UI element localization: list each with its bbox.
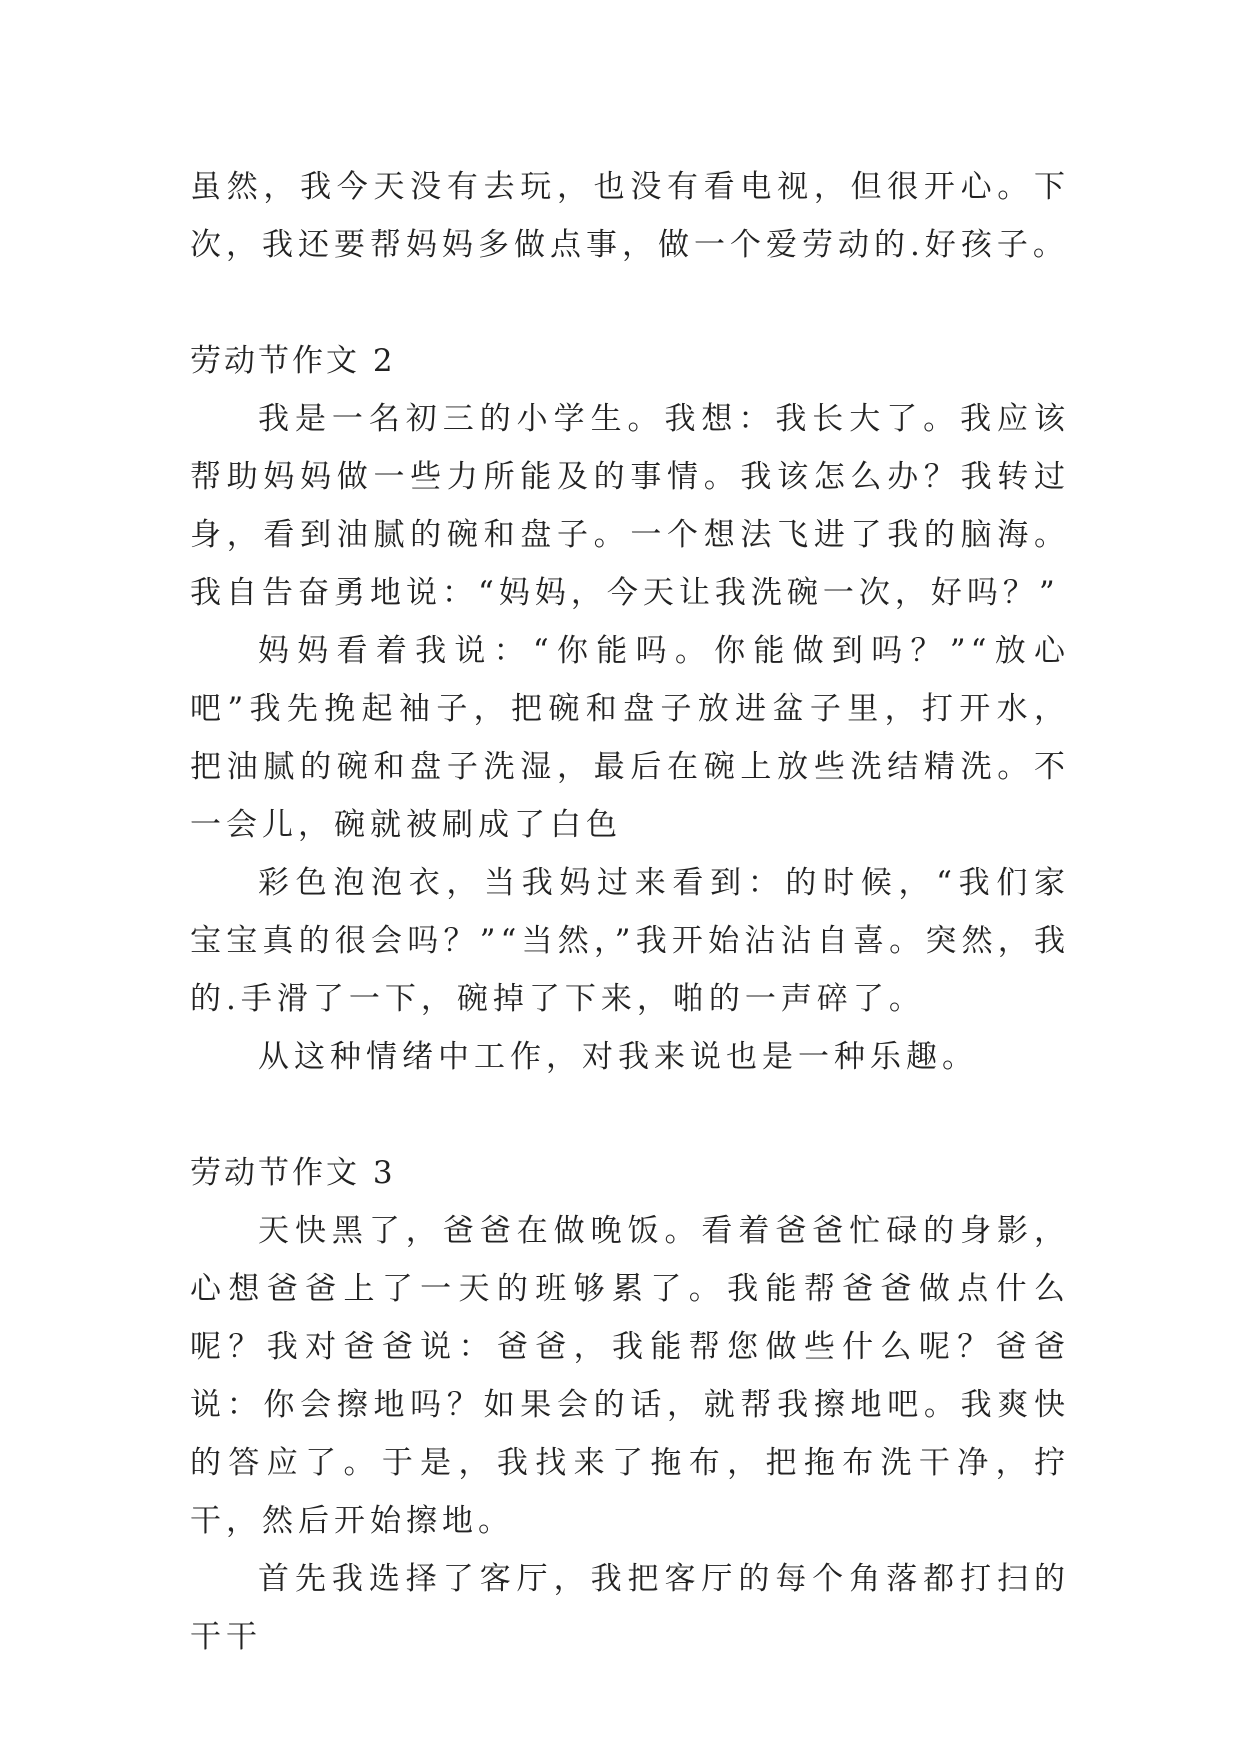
intro-paragraph: 虽然，我今天没有去玩，也没有看电视，但很开心。下次，我还要帮妈妈多做点事，做一个爱劳动的.好孩子。	[190, 169, 1070, 263]
essay-2-paragraph-4: 从这种情绪中工作，对我来说也是一种乐趣。	[258, 1039, 978, 1075]
essay-3-title: 劳动节作文 3	[190, 1155, 396, 1191]
essay-2-paragraph-3: 彩色泡泡衣，当我妈过来看到：的时候，“我们家宝宝真的很会吗？”“当然，”我开始沾沾自喜。突然，我的.手滑了一下，碗掉了下来，啪的一声碎了。	[190, 865, 1070, 1017]
section-spacer	[190, 274, 1070, 332]
section-spacer	[190, 1086, 1070, 1144]
essay-2-paragraph-1: 我是一名初三的小学生。我想：我长大了。我应该帮助妈妈做一些力所能及的事情。我该怎么办？我转过身，看到油腻的碗和盘子。一个想法飞进了我的脑海。我自告奋勇地说：“妈妈，今天让我洗碗一次，好吗？”	[190, 401, 1070, 611]
essay-3-paragraph-2: 首先我选择了客厅，我把客厅的每个角落都打扫的干干	[190, 1561, 1070, 1655]
document-body	[190, 158, 1070, 1666]
essay-2-paragraph-2: 妈妈看着我说：“你能吗。你能做到吗？”“放心吧”我先挽起袖子，把碗和盘子放进盆子里，打开水，把油腻的碗和盘子洗湿，最后在碗上放些洗结精洗。不一会儿，碗就被刷成了白色	[190, 633, 1070, 843]
essay-2-title: 劳动节作文 2	[190, 343, 396, 379]
essay-3-paragraph-1: 天快黑了，爸爸在做晚饭。看着爸爸忙碌的身影，心想爸爸上了一天的班够累了。我能帮爸爸做点什么呢？我对爸爸说：爸爸，我能帮您做些什么呢？爸爸说：你会擦地吗？如果会的话，就帮我擦地吧。我爽快的答应了。于是，我找来了拖布，把拖布洗干净，拧干，然后开始擦地。	[190, 1213, 1070, 1539]
